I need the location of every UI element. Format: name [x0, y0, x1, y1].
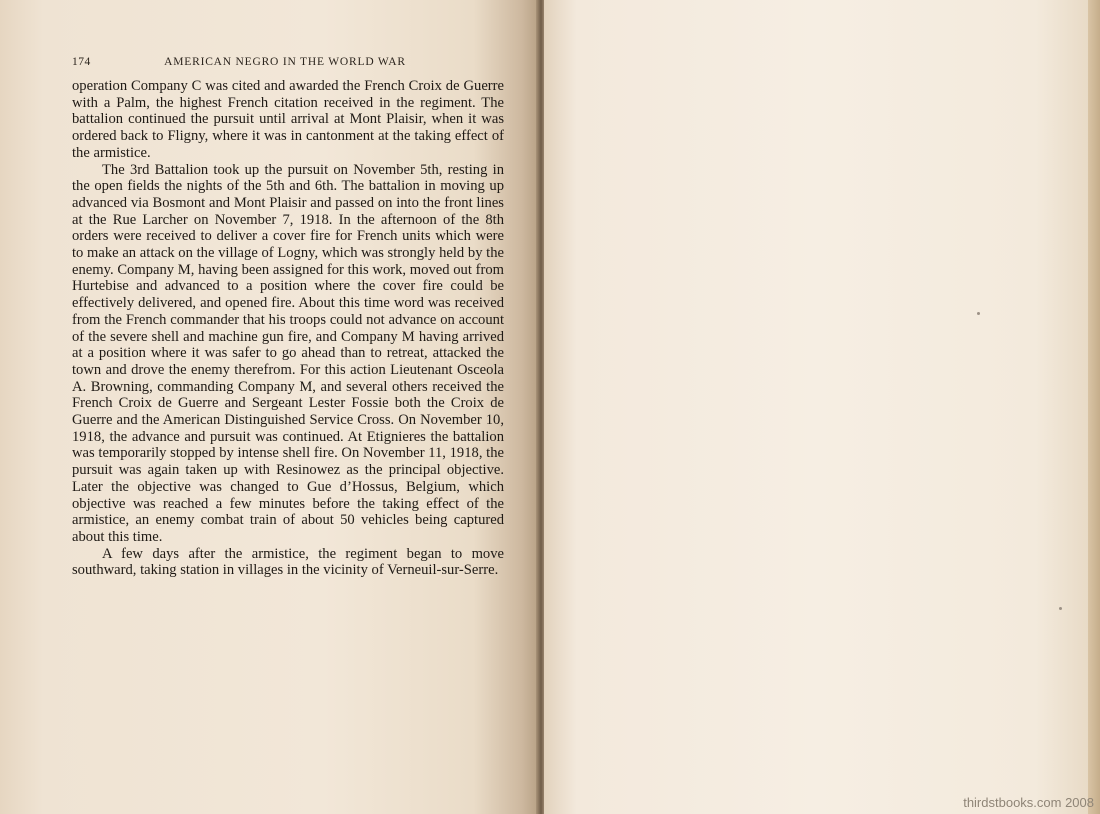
paper-speck — [977, 312, 980, 315]
paragraph-2: The 3rd Battalion took up the pursuit on November 5th, resting in the open fields the nights of the 5th and 6th. The battalion in moving up advanced via Bosmont and Mont Plaisir and passed on into the front lines at the Rue Larcher on November 7, 1918. In the afternoon of the 8th orders were received to deliver a cover fire for French units which were to make an attack on the village of Logny, which was strongly held by the enemy. Company M, having been assigned for this work, moved out from Hurtebise and advanced to a position where the cover fire could be effectively delivered, and opened fire. About this time word was received from the French commander that his troops could not advance on account of the severe shell and machine gun fire, and Company M having arrived at a position where it was safer to go ahead than to retreat, attacked the town and drove the enemy therefrom. For this action Lieutenant Osceola A. Browning, commanding Company M, and several others received the French Croix de Guerre and Sergeant Lester Fossie both the Croix de Guerre and the American Distinguished Service Cross. On November 10, 1918, the advance and pursuit was continued. At Etignieres the battalion was temporarily stopped by intense shell fire. On November 11, 1918, the pursuit was again taken up with Resinowez as the principal objective. Later the objective was changed to Gue d’Hossus, Belgium, which objective was reached a few minutes before the taking effect of the armistice, an enemy combat train of about 50 vehicles being captured about this time. — [72, 161, 504, 545]
page-number: 174 — [72, 56, 91, 68]
page-edge — [1088, 0, 1100, 814]
right-page-blank — [544, 0, 1090, 814]
paragraph-3: A few days after the armistice, the regiment began to move southward, taking station in villages in the vicinity of Verneuil-sur-Serre. — [72, 545, 504, 579]
body-text — [72, 78, 504, 579]
paper-speck — [1059, 607, 1062, 610]
paragraph-1: operation Company C was cited and awarded the French Croix de Guerre with a Palm, the highest French citation received in the regiment. The battalion continued the pursuit until arrival at Mont Plaisir, when it was ordered back to Fligny, where it was in cantonment at the taking effect of the armistice. — [72, 78, 504, 161]
watermark: thirdstbooks.com 2008 — [963, 795, 1094, 810]
running-head — [72, 56, 498, 74]
left-page — [0, 0, 538, 814]
running-head-title: AMERICAN NEGRO IN THE WORLD WAR — [164, 56, 406, 68]
